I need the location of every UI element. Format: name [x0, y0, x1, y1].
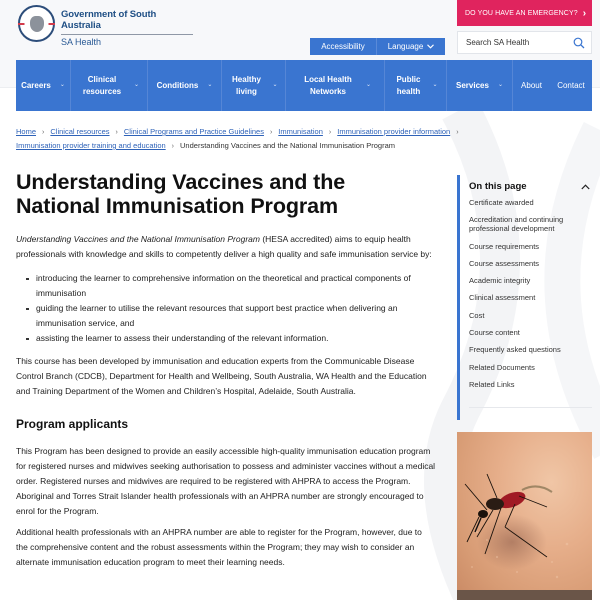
toc-link-related-links[interactable]: Related Links [469, 379, 515, 389]
applicants-paragraph-2: Additional health professionals with an AHPRA number are able to register for the Program, however, due to the comprehensive content and the robust assessments within the Program; they may wish to consider an alternate immunisation education program to meet their learning needs. [16, 527, 422, 567]
mosquito-image [457, 432, 592, 600]
toc-list [469, 198, 592, 389]
toc-title: On this page [469, 181, 527, 192]
toc-divider [469, 407, 592, 408]
nav-label: About [521, 80, 542, 90]
breadcrumb [16, 125, 496, 153]
nav-label: Local Health Networks [304, 74, 352, 96]
utility-bar [310, 38, 445, 55]
sa-crest-icon [18, 5, 55, 42]
breadcrumb-separator: › [42, 129, 45, 136]
search-box [457, 31, 592, 54]
nav-item-about[interactable] [513, 60, 550, 111]
nav-item-careers[interactable] [16, 60, 71, 111]
nav-label: Services [456, 80, 489, 90]
applicants-paragraph-1: This Program has been designed to provide an easily accessible high-quality immunisation education program for registered nurses and midwives seeking authorisation to possess and administer vaccines without a medical order. Registered nurses and midwives are required to be registered with AHPRA to access the Program. Aboriginal and Torres Strait Islander health professionals with an AHPRA number are strongly encouraged to enrol for the Program. [16, 446, 436, 516]
nav-label: Healthy living [232, 74, 261, 96]
chevron-down-icon: ⌄ [133, 82, 140, 89]
toc-link-faq[interactable]: Frequently asked questions [469, 345, 561, 355]
breadcrumb-separator: › [269, 129, 273, 136]
accessibility-label: Accessibility [321, 42, 365, 51]
breadcrumb-separator: › [115, 129, 118, 136]
breadcrumb-separator: › [456, 129, 459, 136]
nav-item-healthy-living[interactable] [222, 60, 286, 111]
nav-item-clinical-resources[interactable] [71, 60, 148, 111]
nav-item-local-health-networks[interactable] [286, 60, 385, 111]
toc-link-clinical-assessment[interactable]: Clinical assessment [469, 293, 536, 303]
chevron-down-icon [427, 44, 434, 49]
gov-subtitle: SA Health [61, 37, 102, 47]
list-item: assisting the learner to assess their understanding of the relevant information. [26, 331, 436, 346]
toc-link-accreditation[interactable]: Accreditation and continuing professional development [469, 215, 564, 234]
toc-link-cost[interactable]: Cost [469, 310, 485, 320]
nav-label: Careers [21, 80, 51, 90]
chevron-right-icon: › [582, 7, 587, 19]
nav-item-contact[interactable] [550, 60, 592, 111]
breadcrumb-current: Understanding Vaccines and the National Immunisation Program [180, 141, 395, 150]
toc-link-course-content[interactable]: Course content [469, 328, 520, 338]
image-caption-bar [457, 590, 592, 600]
course-name-italic: Understanding Vaccines and the National Immunisation Program [16, 234, 260, 244]
developed-by-paragraph: This course has been developed by immunisation and education experts from the Communicable Disease Control Branch (CDCB), Department for Health and Wellbeing, South Australia, WA Health and the Education and Training Department of the Women and Children’s Hospital, Adelaide, South Australia. [16, 356, 427, 396]
site-logo[interactable] [18, 5, 193, 47]
breadcrumb-link-home[interactable]: Home [16, 127, 37, 136]
intro-paragraph [16, 232, 436, 262]
chevron-down-icon: ⌄ [207, 82, 213, 89]
breadcrumb-link-immunisation-provider-info[interactable]: Immunisation provider information [337, 127, 451, 136]
page-title [16, 170, 436, 218]
breadcrumb-link-immunisation[interactable]: Immunisation [278, 127, 323, 136]
toc-link-related-documents[interactable]: Related Documents [469, 362, 535, 372]
mosquito-illustration [457, 432, 592, 600]
main-content [16, 170, 436, 570]
intro-text: (HESA accredited) aims to equip health professionals with knowledge and skills to competently deliver a high quality and safe immunisation service by: [16, 234, 432, 259]
on-this-page-panel [457, 175, 592, 420]
toc-link-certificate-awarded[interactable]: Certificate awarded [469, 198, 534, 207]
list-item: introducing the learner to comprehensive information on the theoretical and practical components of immunisation [26, 271, 436, 301]
chevron-down-icon: ⌄ [272, 82, 278, 89]
toc-link-academic-integrity[interactable]: Academic integrity [469, 276, 531, 286]
chevron-down-icon: ⌄ [59, 82, 65, 89]
list-item: guiding the learner to utilise the relevant resources that support best practice when delivering an immunisation service, and [26, 301, 436, 331]
nav-label: Conditions [156, 80, 199, 90]
nav-item-services[interactable] [447, 60, 513, 111]
main-navigation [16, 60, 592, 111]
chevron-down-icon: ⌄ [432, 82, 438, 89]
toc-link-course-requirements[interactable]: Course requirements [469, 241, 540, 251]
chevron-up-icon[interactable] [581, 184, 590, 190]
toc-link-course-assessments[interactable]: Course assessments [469, 258, 540, 268]
gov-title: Government of South Australia [61, 9, 193, 35]
breadcrumb-link-clinical-programs[interactable]: Clinical Programs and Practice Guidelines [123, 127, 264, 136]
page-title-line-1: Understanding Vaccines and the [16, 170, 346, 194]
breadcrumb-link-clinical-resources[interactable]: Clinical resources [50, 127, 110, 136]
language-button[interactable] [377, 38, 445, 55]
breadcrumb-separator: › [328, 129, 332, 136]
breadcrumb-link-training-education[interactable]: Immunisation provider training and education [16, 141, 166, 150]
nav-label: Contact [557, 80, 585, 90]
nav-label: Clinical resources [82, 74, 122, 96]
nav-label: Public health [396, 74, 421, 96]
nav-item-conditions[interactable] [148, 60, 222, 111]
language-label: Language [387, 42, 424, 51]
toc-header[interactable] [469, 181, 592, 192]
breadcrumb-separator: › [171, 143, 175, 150]
emergency-label: DO YOU HAVE AN EMERGENCY? [465, 9, 578, 17]
section-heading-program-applicants: Program applicants [16, 417, 129, 431]
accessibility-button[interactable] [310, 38, 377, 55]
search-icon[interactable] [573, 37, 585, 49]
emergency-button[interactable] [457, 0, 592, 26]
aims-list [16, 271, 436, 346]
page-title-line-2: National Immunisation Program [16, 194, 339, 218]
chevron-down-icon: ⌄ [365, 82, 372, 89]
search-input[interactable] [466, 38, 566, 47]
chevron-down-icon: ⌄ [497, 82, 503, 89]
nav-item-public-health[interactable] [385, 60, 447, 111]
